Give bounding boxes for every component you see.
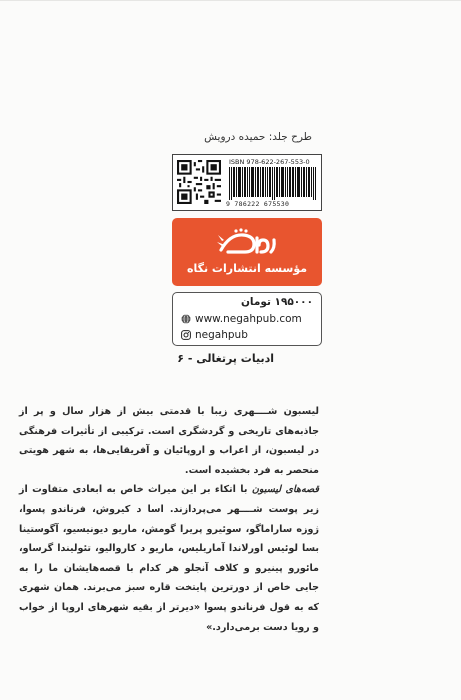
blurb-line: متفاوت از زیر پوست شــــهر می‌پردازند. اسا د کیروش، (19, 484, 320, 515)
blurb-line: جاذبه‌های تاریخی و گردشگری است. ترکیبی از تأثیرات (61, 425, 320, 437)
contact-panel (172, 292, 322, 346)
blurb-line: به شهر هویتی منحصر به فرد بخشیده است. (19, 445, 319, 476)
blurb-line: فرهنگی در لیسبون، از اعراب و اروپائیان و آفریقایی‌ها، (19, 425, 319, 457)
barcode-digits: 9 786222 675530 (226, 200, 290, 208)
blurb-line: پسوا «دیرتر از بقیه شهرهای اروپا از خواب و رویا دست (19, 601, 319, 633)
blurb-line: د کاروالیو، تئولیندا گرساو، مائورو پینیرو و کلاف آنجلو (19, 543, 319, 574)
negah-logo-icon (216, 226, 278, 262)
cover-designer-credit: طرح جلد: حمیده درویش (204, 131, 312, 143)
qr-code-icon (177, 160, 221, 204)
website-row (181, 313, 302, 325)
instagram-icon (181, 330, 191, 340)
website-text[interactable]: www.negahpub.com (195, 313, 302, 325)
blurb-line: پایتخت قاره سبز می‌برند. همان شهری که به قول فرناندو (19, 582, 319, 613)
blurb-line: فرناندو پسوا، ژوزه ساراماگو، سوئیرو پریرا گومش، ماریو (19, 503, 319, 535)
blurb-line: هر کدام با قصه‌هایشان ما را به جایی خاص از دورترین (19, 562, 320, 594)
blurb-line: برمی‌دارد.» (206, 621, 260, 633)
globe-icon (181, 314, 191, 324)
top-edge (0, 0, 461, 1)
blurb-paragraph-2 (19, 480, 319, 637)
book-title-inline: قصه‌های لیسبون (251, 484, 319, 496)
barcode-panel (172, 154, 322, 211)
blurb (19, 402, 319, 637)
publisher-logo (172, 218, 322, 286)
blurb-line: با اتکاء بر این میراث خاص به ابعادی (72, 484, 248, 496)
instagram-row (181, 329, 248, 341)
blurb-paragraph-1 (19, 402, 319, 480)
series-title: ادبیات پرتغالی - ۶ (177, 352, 274, 365)
blurb-line: لیسبون شــــهری زیبا با قدمتی بیش از هزار سال و پر از (19, 406, 319, 417)
barcode-icon (229, 167, 317, 200)
instagram-handle[interactable]: negahpub (195, 329, 248, 341)
blurb-line: دیونیسیو، آگوستینا بسا لوئیس اورلاندا آماریلیس، ماریو (19, 523, 319, 555)
price-label: ۱۹۵۰۰۰ تومان (240, 296, 313, 308)
isbn-label: ISBN 978-622-267-553-0 (229, 158, 310, 166)
publisher-name: مؤسسه انتشارات نگاه (186, 262, 308, 275)
